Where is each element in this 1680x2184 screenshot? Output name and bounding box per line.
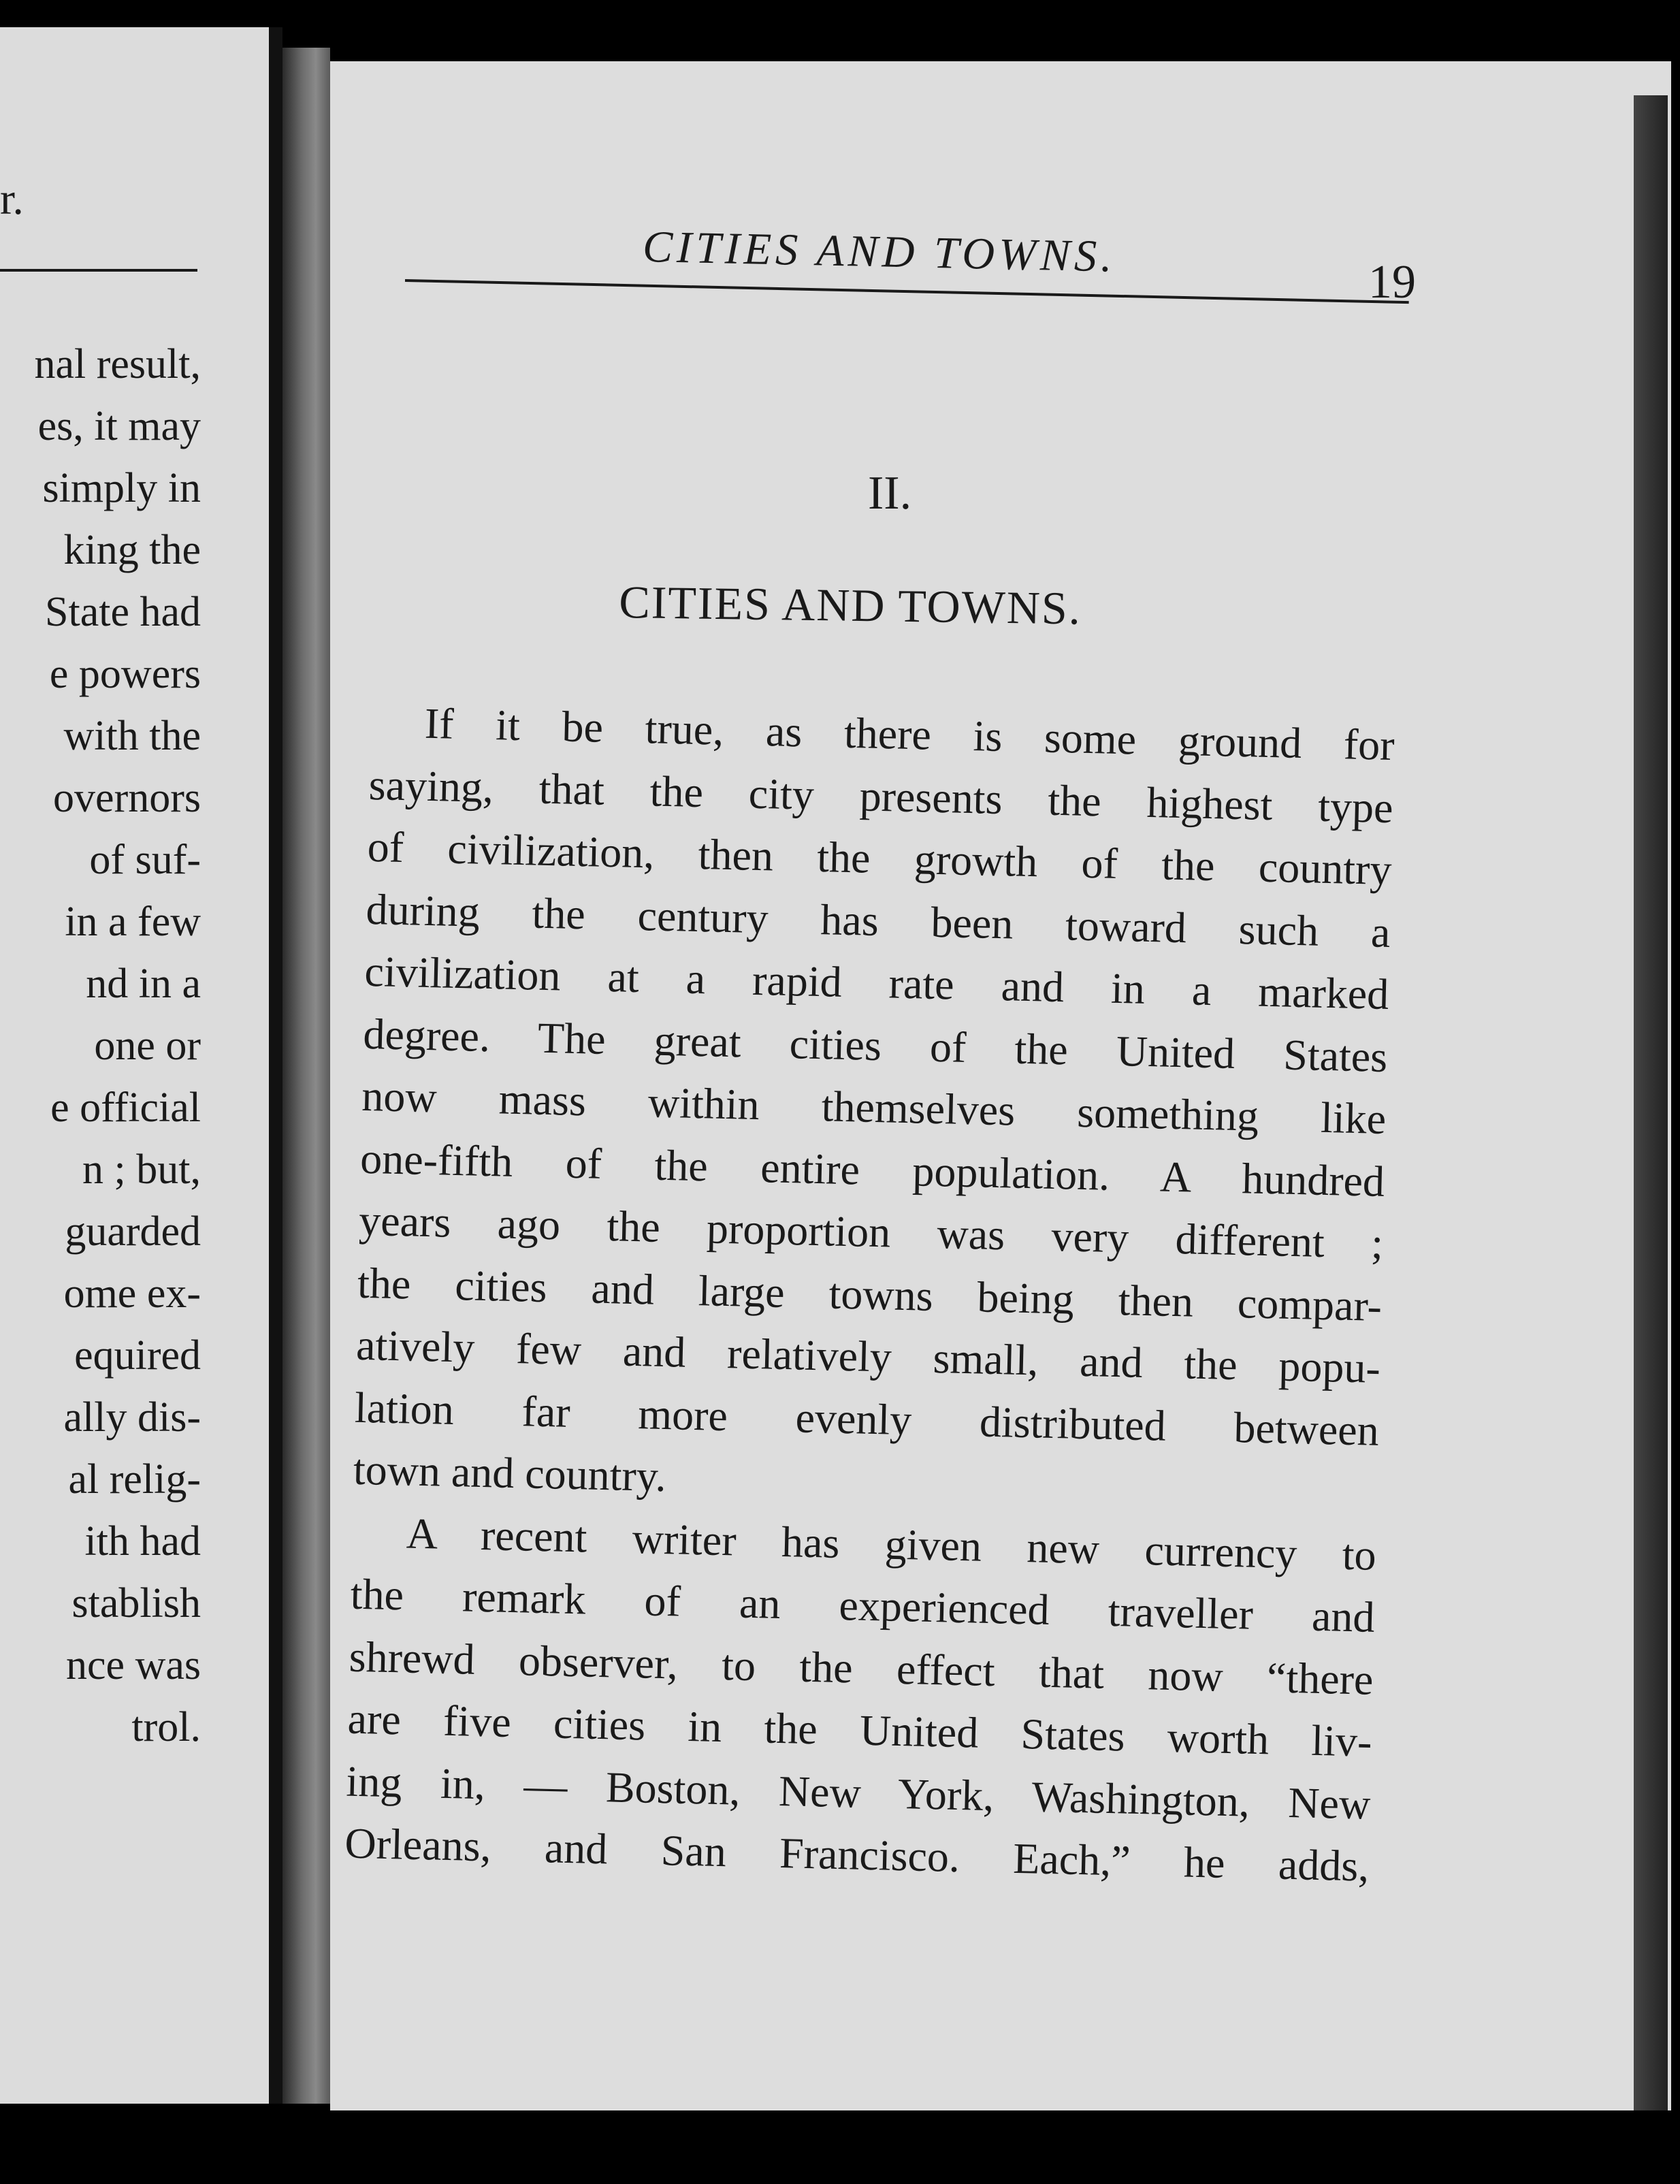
left-running-head-fragment: r. — [0, 174, 24, 224]
text-line: lation far more evenly distributed between — [354, 1383, 1380, 1455]
left-text-line: es, it may — [37, 403, 201, 449]
text-line: during the century has been toward such a — [365, 884, 1391, 957]
text-line: of civilization, then the growth of the country — [367, 822, 1393, 895]
text-line: degree. The great cities of the United States — [362, 1009, 1389, 1081]
text-line: A recent writer has given new currency to — [406, 1509, 1377, 1579]
book-binding-shadow — [282, 48, 330, 2104]
left-text-line: simply in — [42, 465, 201, 511]
text-line: years ago the proportion was very different ; — [358, 1195, 1384, 1268]
text-line: the remark of an experienced traveller and — [350, 1569, 1376, 1641]
chapter-number: II. — [868, 467, 912, 519]
left-text-line: nce was — [66, 1642, 201, 1688]
book-gutter — [269, 27, 282, 2104]
left-text-line: with the — [63, 713, 201, 759]
left-text-line: nd in a — [86, 961, 201, 1007]
chapter-title: CITIES AND TOWNS. — [618, 575, 1082, 635]
left-facing-page — [0, 27, 269, 2104]
left-text-line: ally dis- — [63, 1394, 201, 1441]
left-text-line: trol. — [131, 1704, 201, 1750]
text-line: one-fifth of the entire population. A hundred — [359, 1134, 1385, 1206]
paragraph-2 — [344, 1500, 1377, 1897]
left-text-line: e powers — [49, 651, 201, 697]
text-line: ing in, — Boston, New York, Washington, New — [345, 1756, 1372, 1829]
left-text-line: nal result, — [34, 341, 201, 387]
left-page-text — [0, 334, 201, 1759]
left-text-line: guarded — [65, 1208, 201, 1255]
left-text-line: in a few — [65, 899, 201, 945]
left-text-line: al relig- — [68, 1456, 201, 1503]
left-header-rule — [0, 269, 197, 272]
text-line: now mass within themselves something like — [361, 1071, 1387, 1143]
running-head: CITIES AND TOWNS. — [642, 221, 1117, 282]
left-text-line: ith had — [84, 1518, 201, 1564]
text-line: shrewd observer, to the effect that now “there — [349, 1632, 1374, 1704]
paragraph-1 — [353, 691, 1395, 1524]
left-text-line: one or — [94, 1023, 201, 1069]
page-number: 19 — [1368, 256, 1416, 308]
text-line: the cities and large towns being then compar- — [357, 1258, 1383, 1330]
text-line: town and country. — [353, 1445, 667, 1501]
text-line: Orleans, and San Francisco. Each,” he adds, — [344, 1818, 1370, 1891]
left-text-line: ome ex- — [63, 1270, 201, 1317]
left-text-line: king the — [63, 527, 201, 573]
page-edge-shadow — [1634, 95, 1668, 2110]
left-text-line: overnors — [53, 775, 201, 821]
left-text-line: State had — [45, 589, 201, 635]
left-text-line: stablish — [71, 1580, 201, 1626]
left-text-line: n ; but, — [82, 1146, 201, 1193]
text-line: atively few and relatively small, and the popu- — [355, 1320, 1381, 1392]
right-page — [330, 61, 1671, 2110]
text-line: civilization at a rapid rate and in a marked — [364, 946, 1390, 1019]
body-text — [344, 691, 1395, 1897]
text-line: If it be true, as there is some ground for — [424, 698, 1395, 770]
left-text-line: of suf- — [89, 837, 201, 883]
text-line: are five cities in the United States worth liv- — [346, 1694, 1373, 1766]
left-text-line: equired — [74, 1332, 201, 1379]
left-text-line: e official — [50, 1085, 201, 1131]
text-line: saying, that the city presents the highest type — [368, 760, 1394, 832]
